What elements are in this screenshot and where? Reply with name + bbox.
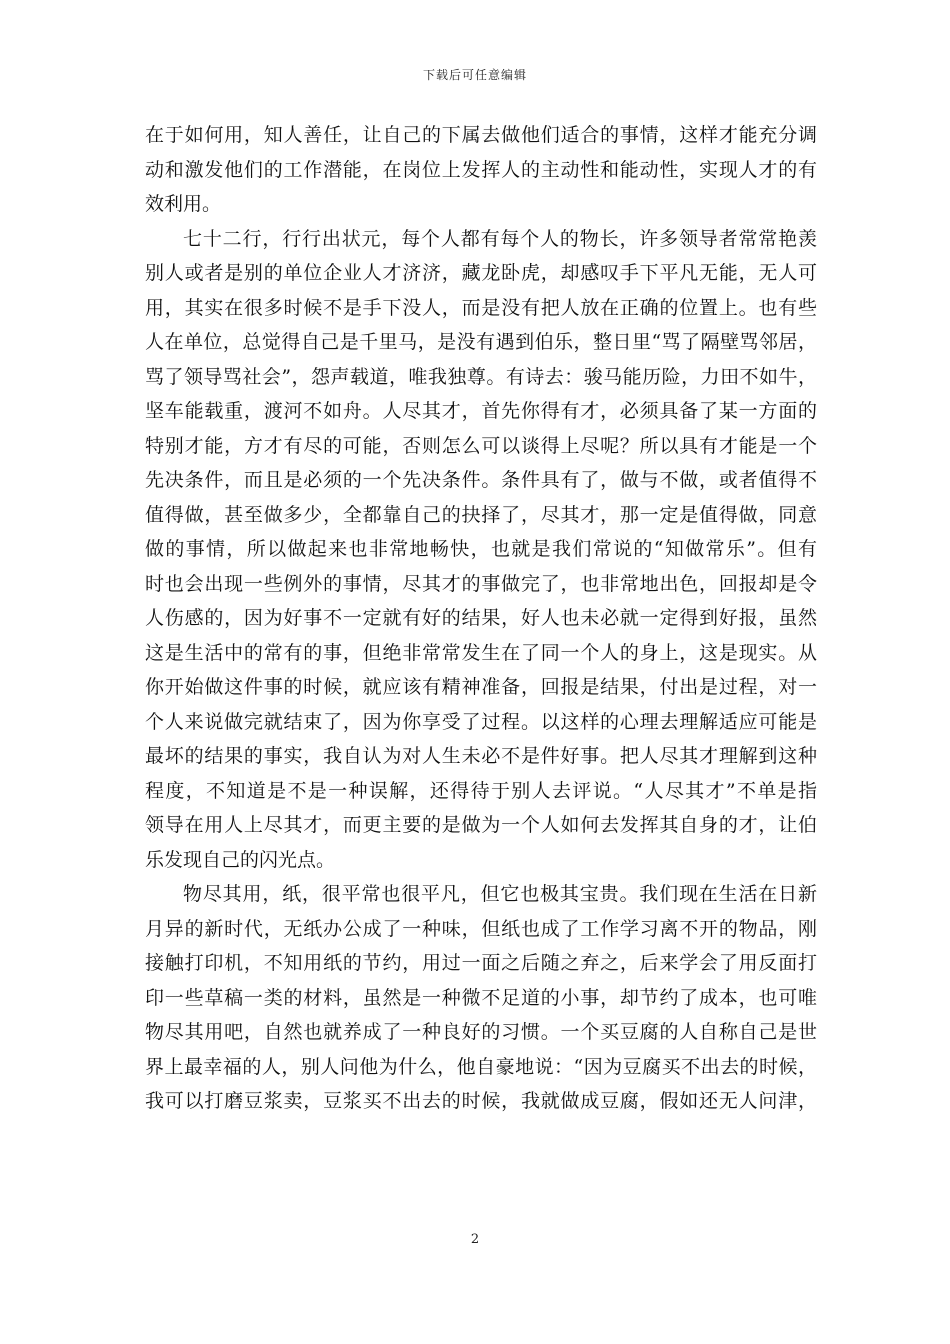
paragraph-2-line: 先决条件，而且是必须的一个先决条件。条件具有了，做与不做，或者值得不 — [145, 469, 817, 491]
paragraph-2-line: 最坏的结果的事实，我自认为对人生未必不是件好事。把人尽其才理解到这种 — [145, 745, 817, 767]
paragraph-2-line: 坚车能载重，渡河不如舟。人尽其才，首先你得有才，必须具备了某一方面的 — [145, 400, 817, 422]
paragraph-3-line: 月异的新时代，无纸办公成了一种味，但纸也成了工作学习离不开的物品，刚 — [145, 917, 817, 940]
paragraph-2-line: 人在单位，总觉得自己是千里马，是没有遇到伯乐，整日里“骂了隔壁骂邻居， — [145, 331, 817, 353]
paragraph-2-line: 骂了领导骂社会”，怨声载道，唯我独尊。有诗去：骏马能历险，力田不如牛， — [145, 365, 817, 388]
paragraph-2-line: 程度，不知道是不是一种误解，还得待于别人去评说。“人尽其才”不单是指 — [145, 779, 817, 802]
paragraph-2-line: 乐发现自己的闪光点。 — [145, 848, 336, 871]
paragraph-2-line: 别人或者是别的单位企业人才济济，藏龙卧虎，却感叹手下平凡无能，无人可 — [145, 262, 817, 284]
paragraph-3-line: 界上最幸福的人，别人问他为什么，他自豪地说：“因为豆腐买不出去的时候， — [145, 1055, 817, 1078]
paragraph-2-line: 七十二行，行行出状元，每个人都有每个人的物长，许多领导者常常艳羡 — [183, 227, 817, 250]
page-header: 下载后可任意编辑 — [422, 68, 527, 82]
paragraph-2-line: 个人来说做完就结束了，因为你享受了过程。以这样的心理去理解适应可能是 — [145, 710, 817, 733]
paragraph-3-line: 物尽其用吧，自然也就养成了一种良好的习惯。一个买豆腐的人自称自己是世 — [145, 1021, 817, 1043]
page-number: 2 — [470, 1232, 480, 1247]
paragraph-1-line: 在于如何用，知人善任，让自己的下属去做他们适合的事情，这样才能充分调 — [145, 124, 817, 146]
paragraph-2-line: 人伤感的，因为好事不一定就有好的结果，好人也未必就一定得到好报，虽然 — [145, 607, 817, 629]
paragraph-1-line: 效利用。 — [145, 193, 222, 215]
paragraph-2-line: 这是生活中的常有的事，但绝非常常发生在了同一个人的身上，这是现实。从 — [145, 641, 817, 664]
paragraph-3-line: 接触打印机，不知用纸的节约，用过一面之后随之弃之，后来学会了用反面打 — [145, 952, 817, 974]
body-text — [145, 118, 817, 1119]
paragraph-2-line: 做的事情，所以做起来也非常地畅快，也就是我们常说的“知做常乐”。但有 — [145, 538, 817, 560]
paragraph-2-line: 你开始做这件事的时候，就应该有精神准备，回报是结果，付出是过程，对一 — [145, 676, 817, 698]
paragraph-2-line: 领导在用人上尽其才，而更主要的是做为一个人如何去发挥其自身的才，让伯 — [145, 814, 817, 836]
paragraph-2-line: 时也会出现一些例外的事情，尽其才的事做完了，也非常地出色，回报却是令 — [145, 572, 817, 595]
paragraph-2-line: 特别才能，方才有尽的可能，否则怎么可以谈得上尽呢？所以具有才能是一个 — [145, 434, 817, 457]
paragraph-3-line: 物尽其用，纸，很平常也很平凡，但它也极其宝贵。我们现在生活在日新 — [183, 883, 817, 905]
paragraph-2-line: 值得做，甚至做多少，全都靠自己的抉择了，尽其才，那一定是值得做，同意 — [145, 503, 817, 526]
paragraph-3-line: 我可以打磨豆浆卖，豆浆买不出去的时候，我就做成豆腐，假如还无人问津， — [145, 1090, 817, 1112]
paragraph-2-line: 用，其实在很多时候不是手下没人，而是没有把人放在正确的位置上。也有些 — [145, 296, 817, 319]
paragraph-3-line: 印一些草稿一类的材料，虽然是一种微不足道的小事，却节约了成本，也可唯 — [145, 986, 817, 1009]
paragraph-1-line: 动和激发他们的工作潜能，在岗位上发挥人的主动性和能动性，实现人才的有 — [145, 158, 817, 181]
